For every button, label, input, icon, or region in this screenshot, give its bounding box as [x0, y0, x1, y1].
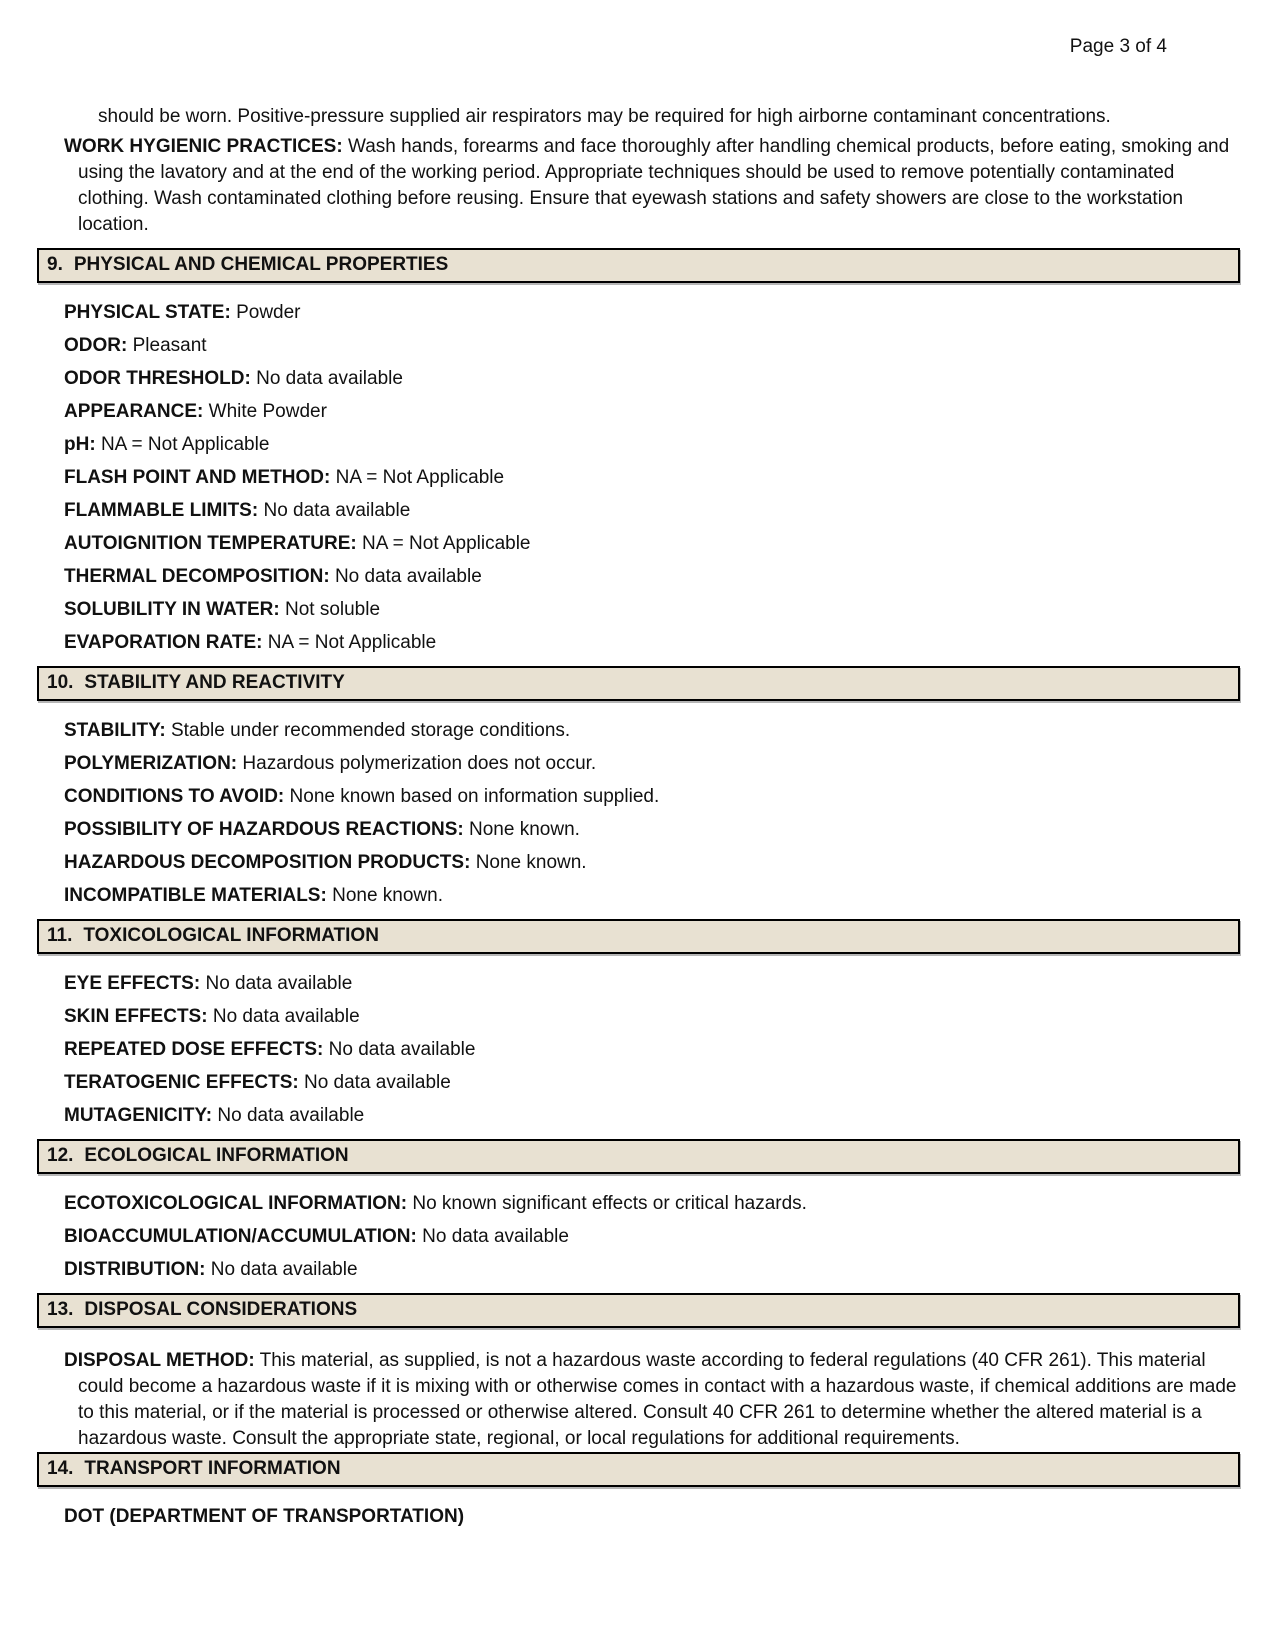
- section-title: PHYSICAL AND CHEMICAL PROPERTIES: [73, 254, 449, 275]
- field-value: No data available: [303, 1072, 451, 1093]
- field-label: FLASH POINT AND METHOD:: [64, 467, 331, 488]
- field-value: None known.: [475, 852, 587, 873]
- section-body: [37, 1194, 1240, 1280]
- field-label: CONDITIONS TO AVOID:: [64, 786, 285, 807]
- field-row: [64, 721, 1240, 741]
- section-header-bar: [37, 248, 1240, 283]
- field-value: Wash hands, forearms and face thoroughly after handling chemical products, before eating, smoking and using the lavatory and at the end of the working period. Appropriate techniques should be used to remove potentially contaminated clothing. Wash contaminated clothing before reusing. Ensure that eyewash stations and safety showers are close to the workstation location.: [78, 136, 1230, 235]
- section-number: 13.: [47, 1299, 74, 1320]
- field-label: POSSIBILITY OF HAZARDOUS REACTIONS:: [64, 819, 464, 840]
- field-value: Hazardous polymerization does not occur.: [242, 753, 597, 774]
- field-label: DISPOSAL METHOD:: [64, 1350, 255, 1371]
- field-label: FLAMMABLE LIMITS:: [64, 500, 259, 521]
- field-value: No data available: [263, 500, 411, 521]
- section-body: [37, 303, 1240, 653]
- field-row: [64, 534, 1240, 554]
- section-title: TOXICOLOGICAL INFORMATION: [83, 925, 379, 946]
- field-label: ODOR:: [64, 335, 128, 356]
- field-row: [64, 501, 1240, 521]
- section-header-bar: [37, 1139, 1240, 1174]
- field-row: [64, 567, 1240, 587]
- field-label: ODOR THRESHOLD:: [64, 368, 251, 389]
- field-value: No data available: [328, 1039, 476, 1060]
- field-row: [64, 1260, 1240, 1280]
- field-value: No data available: [217, 1105, 365, 1126]
- field-label: DOT (DEPARTMENT OF TRANSPORTATION): [64, 1506, 465, 1527]
- field-row: [64, 633, 1240, 653]
- field-label: AUTOIGNITION TEMPERATURE:: [64, 533, 357, 554]
- field-label: HAZARDOUS DECOMPOSITION PRODUCTS:: [64, 852, 471, 873]
- field-row: [64, 435, 1240, 455]
- field-value: This material, as supplied, is not a hazardous waste according to federal regulations (40 CFR 261). This material could become a hazardous waste if it is mixing with or otherwise comes in contact with a hazardous waste, if chemical additions are made to this material, or if the material is processed or otherwise altered. Consult 40 CFR 261 to determine whether the altered material is a hazardous waste. Consult the appropriate state, regional, or local regulations for additional requirements.: [78, 1350, 1237, 1449]
- field-row: [64, 369, 1240, 389]
- field-row: [64, 886, 1240, 906]
- section-header-bar: [37, 1293, 1240, 1328]
- field-row: [64, 1007, 1240, 1027]
- field-row: [64, 1073, 1240, 1093]
- field-value: NA = Not Applicable: [267, 632, 437, 653]
- section-header-bar: [37, 666, 1240, 701]
- field-row: [64, 820, 1240, 840]
- field-label: SOLUBILITY IN WATER:: [64, 599, 280, 620]
- field-row: [64, 754, 1240, 774]
- section-12-ecological-information: [37, 1139, 1240, 1280]
- section-14-transport-information: [37, 1452, 1240, 1527]
- field-row: [64, 1106, 1240, 1126]
- section-number: 11.: [47, 925, 73, 946]
- section-body: [37, 1348, 1240, 1452]
- field-row: [64, 1194, 1240, 1214]
- section-title: TRANSPORT INFORMATION: [84, 1458, 341, 1479]
- section-header-bar: [37, 1452, 1240, 1487]
- field-value: No data available: [256, 368, 403, 389]
- field-label: APPEARANCE:: [64, 401, 204, 422]
- field-label: EYE EFFECTS:: [64, 973, 201, 994]
- field-label: TERATOGENIC EFFECTS:: [64, 1072, 299, 1093]
- field-value: Pleasant: [132, 335, 207, 356]
- field-value: NA = Not Applicable: [335, 467, 505, 488]
- field-value: NA = Not Applicable: [100, 434, 270, 455]
- section-header-bar: [37, 919, 1240, 954]
- field-row: [64, 600, 1240, 620]
- section-body: [37, 974, 1240, 1126]
- field-label: REPEATED DOSE EFFECTS:: [64, 1039, 324, 1060]
- field-label: ECOTOXICOLOGICAL INFORMATION:: [64, 1193, 408, 1214]
- continuation-text: should be worn. Positive-pressure supplied air respirators may be required for high airborne contaminant concentrations.: [98, 106, 1111, 127]
- section-9-physical-and-chemical-properties: [37, 248, 1240, 653]
- field-label: INCOMPATIBLE MATERIALS:: [64, 885, 327, 906]
- field-label: WORK HYGIENIC PRACTICES:: [64, 136, 343, 157]
- field-value: White Powder: [208, 401, 327, 422]
- field-label: STABILITY:: [64, 720, 166, 741]
- field-value: Powder: [236, 302, 301, 323]
- section-13-disposal-considerations: [37, 1293, 1240, 1452]
- field-label: MUTAGENICITY:: [64, 1105, 213, 1126]
- field-label: DISTRIBUTION:: [64, 1259, 206, 1280]
- field-row: [64, 974, 1240, 994]
- section-10-stability-and-reactivity: [37, 666, 1240, 906]
- field-value: None known based on information supplied.: [289, 786, 660, 807]
- field-row: [64, 336, 1240, 356]
- section-title: ECOLOGICAL INFORMATION: [84, 1145, 349, 1166]
- field-value: None known.: [332, 885, 443, 906]
- field-value: No data available: [205, 973, 353, 994]
- section-body: [37, 721, 1240, 906]
- section-number: 12.: [47, 1145, 74, 1166]
- section-number: 9.: [47, 254, 63, 275]
- field-value: Stable under recommended storage conditions.: [170, 720, 571, 741]
- field-value: No data available: [334, 566, 482, 587]
- field-value: No data available: [422, 1226, 569, 1247]
- field-row: [64, 1227, 1240, 1247]
- page-number: Page 3 of 4: [1069, 36, 1167, 57]
- field-value: No data available: [210, 1259, 358, 1280]
- dot-subheading: [64, 1507, 1240, 1527]
- field-label: BIOACCUMULATION/ACCUMULATION:: [64, 1226, 417, 1247]
- field-label: EVAPORATION RATE:: [64, 632, 263, 653]
- work-hygienic-paragraph: [64, 134, 1240, 238]
- field-label: POLYMERIZATION:: [64, 753, 238, 774]
- field-label: THERMAL DECOMPOSITION:: [64, 566, 330, 587]
- section-number: 14.: [47, 1458, 74, 1479]
- field-label: SKIN EFFECTS:: [64, 1006, 208, 1027]
- disposal-method-paragraph: [64, 1348, 1240, 1452]
- field-value: NA = Not Applicable: [362, 533, 531, 554]
- section-11-toxicological-information: [37, 919, 1240, 1126]
- field-row: [64, 468, 1240, 488]
- field-value: No known significant effects or critical hazards.: [412, 1193, 807, 1214]
- field-value: None known.: [469, 819, 580, 840]
- section-number: 10.: [47, 672, 74, 693]
- field-label: PHYSICAL STATE:: [64, 302, 231, 323]
- field-label: pH:: [64, 434, 96, 455]
- section-title: DISPOSAL CONSIDERATIONS: [84, 1299, 358, 1320]
- field-value: Not soluble: [284, 599, 381, 620]
- field-row: [64, 787, 1240, 807]
- field-value: No data available: [212, 1006, 360, 1027]
- field-row: [64, 853, 1240, 873]
- section-title: STABILITY AND REACTIVITY: [84, 672, 345, 693]
- section-body: [37, 1507, 1240, 1527]
- field-row: [64, 402, 1240, 422]
- field-row: [64, 303, 1240, 323]
- field-row: [64, 1040, 1240, 1060]
